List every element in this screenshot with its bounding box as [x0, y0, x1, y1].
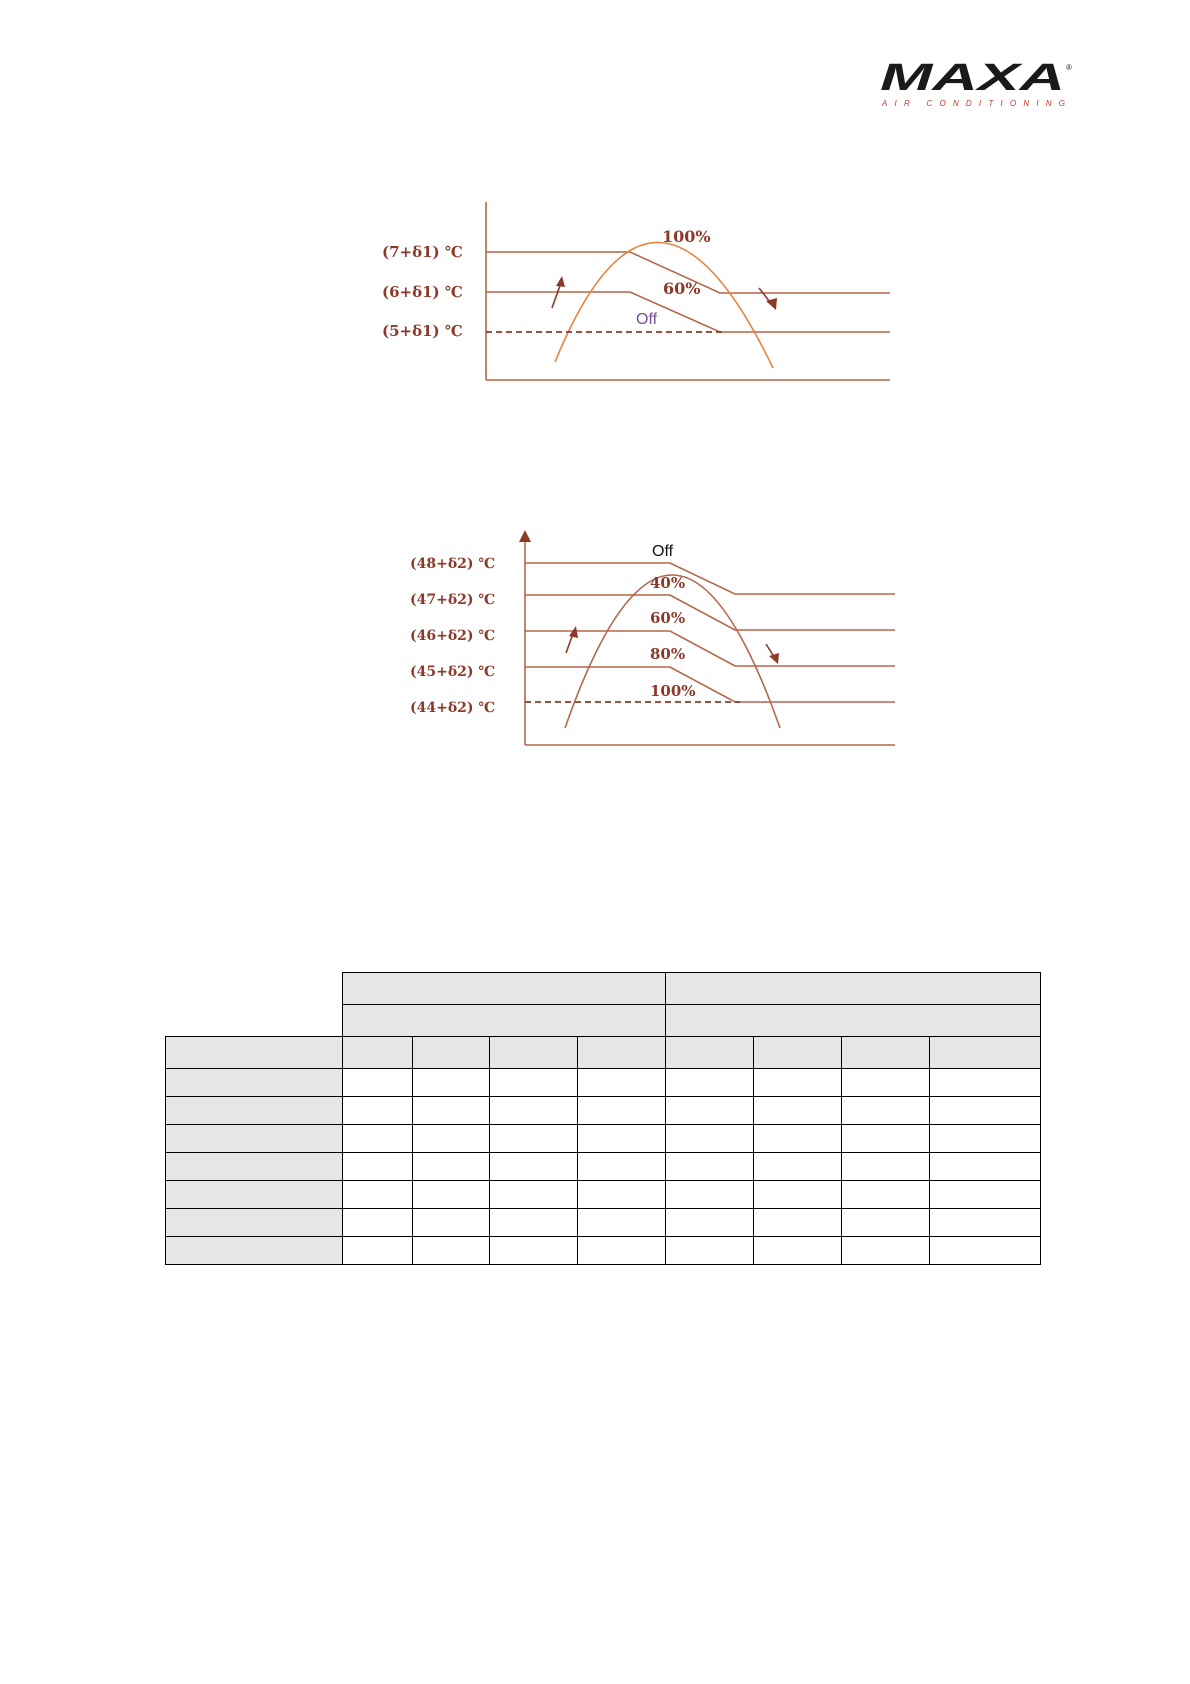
table-cell — [490, 1237, 578, 1265]
table-cell — [578, 1209, 666, 1237]
table-cell — [578, 1069, 666, 1097]
table-cell — [754, 1125, 842, 1153]
table-column-header — [842, 1037, 930, 1069]
table-row — [166, 1209, 1041, 1237]
table-column-header — [930, 1037, 1041, 1069]
table-row — [166, 1069, 1041, 1097]
table-cell — [413, 1153, 490, 1181]
table-cell — [930, 1209, 1041, 1237]
table-cell — [343, 1097, 413, 1125]
step-label: 40% — [650, 574, 686, 592]
heating-step-diagram — [410, 520, 900, 750]
logo-word: MAXA — [880, 62, 1065, 99]
table-cell — [930, 1237, 1041, 1265]
table-cell — [930, 1097, 1041, 1125]
table-header-row-1 — [166, 973, 1041, 1005]
table-column-header — [754, 1037, 842, 1069]
step-label: 100% — [650, 682, 696, 700]
table-cell — [413, 1097, 490, 1125]
table-cell — [754, 1097, 842, 1125]
table-row-header — [166, 1209, 343, 1237]
table-cell — [666, 1069, 754, 1097]
table-cell — [930, 1125, 1041, 1153]
table-cell — [343, 1209, 413, 1237]
table-column-header — [413, 1037, 490, 1069]
level-label: (45+δ2) ℃ — [410, 664, 496, 680]
table-cell — [343, 1237, 413, 1265]
cooling-step-diagram — [380, 190, 900, 390]
table-cell — [490, 1097, 578, 1125]
table-cell — [930, 1153, 1041, 1181]
table-cell — [842, 1125, 930, 1153]
level-label: (6+δ1) ℃ — [382, 283, 463, 301]
level-label: (48+δ2) ℃ — [410, 556, 496, 572]
table-cell — [343, 1153, 413, 1181]
table-cell — [413, 1125, 490, 1153]
table-cell — [842, 1069, 930, 1097]
table-row-header — [166, 1153, 343, 1181]
table-corner — [166, 973, 343, 1005]
step-label: 60% — [650, 609, 686, 627]
table-cell — [666, 1125, 754, 1153]
table-row-header — [166, 1097, 343, 1125]
table-cell — [490, 1069, 578, 1097]
table-cell — [754, 1153, 842, 1181]
table-cell — [413, 1181, 490, 1209]
table-cell — [754, 1181, 842, 1209]
level-label: (44+δ2) ℃ — [410, 700, 496, 716]
table-cell — [413, 1209, 490, 1237]
table-cell — [930, 1181, 1041, 1209]
table-row — [166, 1237, 1041, 1265]
table-cell — [490, 1153, 578, 1181]
table-cell — [578, 1237, 666, 1265]
table-cell — [842, 1153, 930, 1181]
table-cell — [666, 1181, 754, 1209]
logo-reg-mark: ® — [1066, 63, 1072, 72]
table-cell — [754, 1209, 842, 1237]
table-row-header — [166, 1069, 343, 1097]
table-cell — [413, 1069, 490, 1097]
table-row-header — [166, 1037, 343, 1069]
table-row — [166, 1125, 1041, 1153]
table-cell — [666, 1097, 754, 1125]
table-cell — [490, 1125, 578, 1153]
table-subgroup-header — [666, 1005, 1041, 1037]
table-cell — [842, 1181, 930, 1209]
table-column-header — [490, 1037, 578, 1069]
table-row-header — [166, 1237, 343, 1265]
table-row-header — [166, 1181, 343, 1209]
step-label: 80% — [650, 645, 686, 663]
table-row — [166, 1181, 1041, 1209]
table-cell — [578, 1153, 666, 1181]
table-row — [166, 1153, 1041, 1181]
config-table — [165, 972, 1041, 1265]
table-cell — [666, 1237, 754, 1265]
table-cell — [666, 1209, 754, 1237]
table-cell — [578, 1181, 666, 1209]
maxa-logo — [880, 62, 1080, 112]
table-cell — [754, 1237, 842, 1265]
table-cell — [413, 1237, 490, 1265]
table-cell — [842, 1097, 930, 1125]
table-cell — [754, 1069, 842, 1097]
table-cell — [578, 1097, 666, 1125]
table-cell — [578, 1125, 666, 1153]
level-label: (5+δ1) ℃ — [382, 322, 463, 340]
table-cell — [343, 1125, 413, 1153]
table-corner — [166, 1005, 343, 1037]
step-label: 60% — [663, 279, 701, 298]
level-label: (7+δ1) ℃ — [382, 243, 463, 261]
table-cell — [490, 1209, 578, 1237]
step-label: Off — [636, 311, 658, 328]
table-cell — [930, 1069, 1041, 1097]
table-cell — [490, 1181, 578, 1209]
table-cell — [842, 1209, 930, 1237]
level-label: (46+δ2) ℃ — [410, 628, 496, 644]
table-row-header — [166, 1125, 343, 1153]
table-column-header — [578, 1037, 666, 1069]
table-cell — [343, 1181, 413, 1209]
table-column-header-row — [166, 1037, 1041, 1069]
table-cell — [666, 1153, 754, 1181]
table-column-header — [666, 1037, 754, 1069]
step-label: 100% — [662, 227, 711, 246]
table-row — [166, 1097, 1041, 1125]
table-column-header — [343, 1037, 413, 1069]
step-label: Off — [652, 543, 674, 560]
table-subgroup-header — [343, 1005, 666, 1037]
logo-tagline: AIR CONDITIONING — [882, 99, 1065, 108]
level-label: (47+δ2) ℃ — [410, 592, 496, 608]
table-group-header — [666, 973, 1041, 1005]
table-cell — [842, 1237, 930, 1265]
table-group-header — [343, 973, 666, 1005]
table-header-row-2 — [166, 1005, 1041, 1037]
table-cell — [343, 1069, 413, 1097]
